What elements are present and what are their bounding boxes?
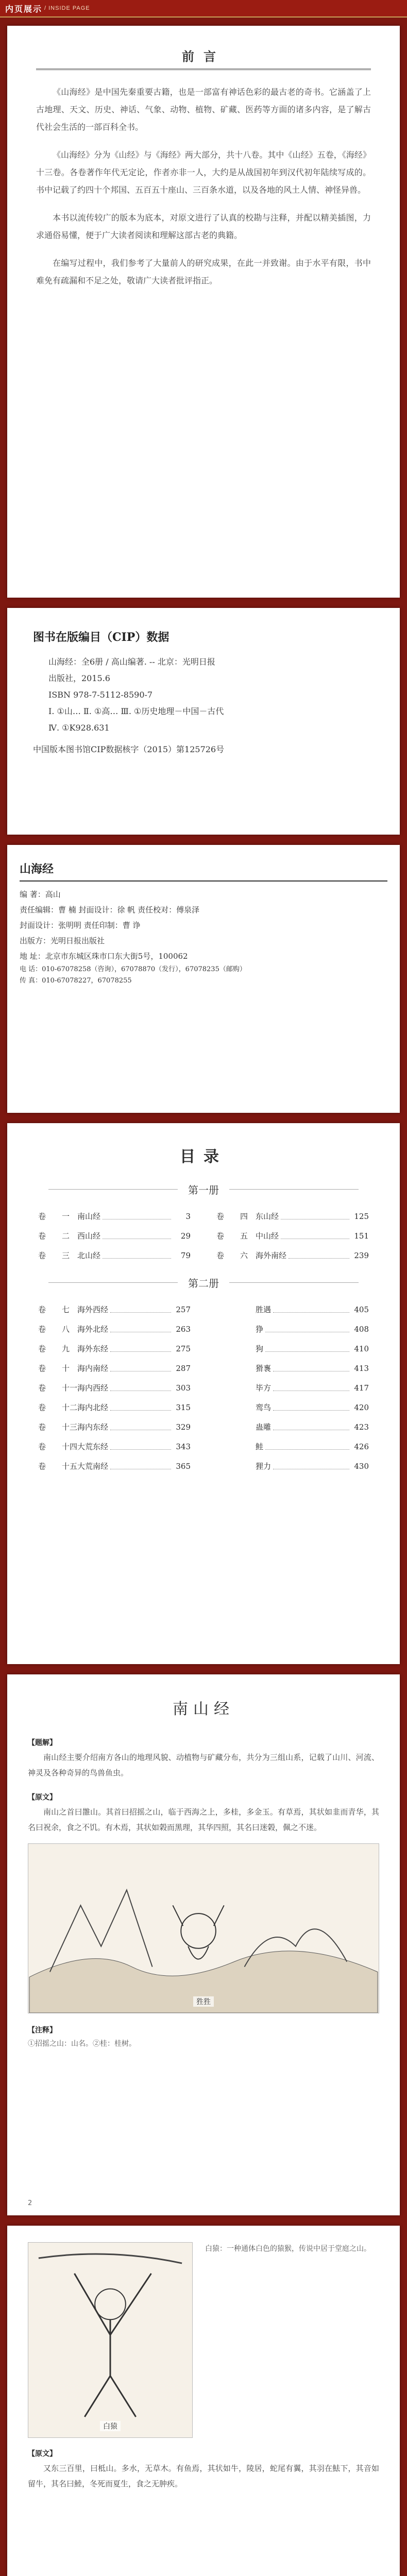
- toc-item[interactable]: [216, 1229, 369, 1243]
- toc-item[interactable]: [38, 1400, 191, 1415]
- toc-name: 海外东经: [77, 1344, 109, 1353]
- toc-num: 四: [240, 1212, 248, 1221]
- volume-title: 第一册: [38, 1182, 369, 1197]
- intro-text: 南山经主要介绍南方各山的地理风貌、动植物与矿藏分布，共分为三组山系，记载了山川、河流、神灵及各种奇异的鸟兽鱼虫。: [28, 1753, 379, 1777]
- toc-num: [240, 1302, 256, 1317]
- toc-page: 343: [176, 1442, 191, 1451]
- toc-name: 狸力: [256, 1462, 272, 1471]
- copyright-row: 传 真：010-67078227，67078255: [20, 977, 132, 985]
- cip-heading: 图书在版编目（CIP）数据: [33, 631, 169, 644]
- copyright-row: 封面设计：张明明 责任印制：曹 诤: [20, 921, 141, 930]
- toc-item[interactable]: [216, 1342, 369, 1356]
- toc-grid: [38, 1209, 369, 1263]
- toc-leader: [265, 1322, 349, 1332]
- toc-num: 一: [62, 1212, 70, 1221]
- copyright-row: 编 著：高山: [20, 890, 61, 899]
- toc-item[interactable]: [38, 1322, 191, 1336]
- illustration: [28, 2242, 193, 2438]
- note-text: 白猿：一种通体白色的猿猴，传说中居于堂庭之山。: [205, 2245, 371, 2253]
- toc-item[interactable]: [38, 1302, 191, 1317]
- toc-name: 大荒东经: [77, 1442, 109, 1451]
- toc-juan: [216, 1342, 240, 1356]
- toc-item[interactable]: [216, 1248, 369, 1263]
- toc-num: 九: [62, 1344, 70, 1353]
- toc-item[interactable]: [216, 1209, 369, 1224]
- toc-name: 海外南经: [256, 1251, 287, 1260]
- toc-juan: 卷: [38, 1231, 46, 1241]
- toc-item[interactable]: [216, 1420, 369, 1434]
- toc-item[interactable]: [38, 1439, 191, 1454]
- toc-juan: 卷: [38, 1442, 46, 1451]
- toc-num: 八: [62, 1325, 70, 1334]
- toc-page: 408: [354, 1325, 369, 1334]
- toc-num: [240, 1322, 256, 1336]
- toc-juan: [216, 1459, 240, 1473]
- toc-page: 79: [180, 1251, 191, 1260]
- cip-line: 山海经：全6册 / 高山编著. -- 北京：光明日报: [48, 657, 215, 667]
- divider: [20, 880, 387, 882]
- toc-juan: [216, 1302, 240, 1317]
- toc-juan: [216, 1439, 240, 1454]
- toc-name: 狰: [256, 1325, 264, 1334]
- toc-name: 海内西经: [77, 1383, 109, 1393]
- toc-leader: [110, 1459, 171, 1469]
- toc-num: [240, 1361, 256, 1376]
- cip-footer: 中国版本图书馆CIP数据核字（2015）第125726号: [33, 744, 225, 754]
- toc-num: 五: [240, 1231, 248, 1241]
- toc-juan: 卷: [38, 1383, 46, 1393]
- toc-name: 北山经: [77, 1251, 101, 1260]
- preface-title: 前言: [182, 49, 225, 64]
- toc-leader: [273, 1420, 349, 1430]
- section-tag: 【原文】: [28, 1793, 57, 1802]
- toc-page: 287: [176, 1364, 191, 1373]
- toc-name: 海内南经: [77, 1364, 109, 1373]
- toc-page: 365: [176, 1462, 191, 1471]
- toc-name: 大荒南经: [77, 1462, 109, 1471]
- landscape-illustration: [28, 1844, 379, 2013]
- section-tag: 【原文】: [28, 2450, 57, 2458]
- toc-name: 胜遇: [256, 1305, 272, 1314]
- toc-num: [240, 1420, 256, 1434]
- toc-page: 413: [354, 1364, 369, 1373]
- toc-leader: [103, 1209, 171, 1219]
- toc-num: [240, 1400, 256, 1415]
- toc-name: 西山经: [77, 1231, 101, 1241]
- toc-item[interactable]: [38, 1248, 191, 1263]
- toc-juan: 卷: [38, 1462, 46, 1471]
- contents-page: [7, 1123, 400, 1664]
- toc-juan: [216, 1400, 240, 1415]
- toc-page: 275: [176, 1344, 191, 1353]
- toc-item[interactable]: [216, 1381, 369, 1395]
- toc-item[interactable]: [38, 1420, 191, 1434]
- toc-item[interactable]: [38, 1459, 191, 1473]
- illustration: [28, 1843, 379, 2013]
- toc-leader: [110, 1439, 171, 1450]
- toc-leader: [273, 1381, 349, 1391]
- toc-leader: [110, 1400, 171, 1411]
- toc-leader: [281, 1209, 349, 1219]
- toc-item[interactable]: [38, 1361, 191, 1376]
- chapter-title: 南山经: [173, 1700, 234, 1718]
- toc-num: 三: [62, 1251, 70, 1260]
- toc-num: [240, 1381, 256, 1395]
- toc-leader: [103, 1229, 171, 1239]
- toc-num: 十二: [62, 1403, 78, 1412]
- copyright-row: 地 址：北京市东城区珠市口东大街5号，100062: [20, 952, 188, 961]
- toc-name: 南山经: [77, 1212, 101, 1221]
- toc-name: 毕方: [256, 1383, 272, 1393]
- preface-paragraph: 《山海经》分为《山经》与《海经》两大部分，共十八卷。其中《山经》五卷，《海经》十三卷。各卷著作年代无定论，作者亦非一人，大约是从战国初年到汉代初年陆续写成的。书中记载了约四十个邦国、五百五十座山、三百条水道，以及各地的风土人情、神怪异兽。: [36, 150, 371, 195]
- toc-page: 29: [180, 1231, 191, 1241]
- toc-juan: [216, 1381, 240, 1395]
- toc-item[interactable]: [216, 1302, 369, 1317]
- banner-subtitle: / INSIDE PAGE: [44, 5, 90, 11]
- text-page-2: [7, 2226, 400, 2576]
- toc-leader: [110, 1342, 171, 1352]
- toc-name: 海外北经: [77, 1325, 109, 1334]
- toc-page: 303: [176, 1383, 191, 1393]
- toc-juan: 卷: [38, 1403, 46, 1412]
- cip-line: ISBN 978-7-5112-8590-7: [48, 690, 153, 700]
- toc-juan: 卷: [38, 1251, 46, 1260]
- toc-num: [240, 1439, 256, 1454]
- toc-leader: [273, 1361, 349, 1371]
- toc-juan: 卷: [38, 1422, 46, 1432]
- toc-leader: [110, 1302, 171, 1313]
- toc-name: 蛊雕: [256, 1422, 272, 1432]
- toc-item[interactable]: [216, 1459, 369, 1473]
- toc-item[interactable]: [216, 1439, 369, 1454]
- preface-page: [7, 26, 400, 598]
- toc-name: 海内北经: [77, 1403, 109, 1412]
- toc-num: [240, 1342, 256, 1356]
- toc-page: 257: [176, 1305, 191, 1314]
- toc-leader: [110, 1322, 171, 1332]
- illus-row: [28, 2242, 379, 2438]
- top-banner: [0, 0, 407, 18]
- toc-leader: [103, 1248, 171, 1259]
- toc-juan: [216, 1361, 240, 1376]
- toc-page: 3: [185, 1212, 191, 1221]
- toc-item[interactable]: [216, 1400, 369, 1415]
- original-text: 南山之首曰䧿山。其首曰招摇之山，临于西海之上，多桂，多金玉。有草焉，其状如韭而青华，其名曰祝余，食之不饥。有木焉，其状如榖而黑理，其华四照，其名曰迷榖，佩之不迷。: [28, 1807, 379, 1832]
- toc-num: 七: [62, 1305, 70, 1314]
- volume-title: 第二册: [38, 1275, 369, 1290]
- section-tag: 【注释】: [28, 2026, 57, 2035]
- toc-name: 东山经: [256, 1212, 279, 1221]
- illustration-caption: 狌狌: [193, 1996, 214, 2007]
- contents-title: 目录: [180, 1148, 227, 1166]
- toc-page: 239: [354, 1251, 369, 1260]
- toc-name: 海内东经: [77, 1422, 109, 1432]
- toc-juan: [216, 1420, 240, 1434]
- toc-grid: [38, 1302, 369, 1473]
- toc-item[interactable]: [216, 1322, 369, 1336]
- toc-name: 狗: [256, 1344, 264, 1353]
- title-rule: [36, 69, 371, 70]
- toc-page: 423: [354, 1422, 369, 1432]
- toc-leader: [265, 1439, 349, 1450]
- cip-page: [7, 608, 400, 835]
- toc-leader: [110, 1420, 171, 1430]
- toc-juan: 卷: [38, 1364, 46, 1373]
- copyright-page: [7, 845, 400, 1113]
- copyright-title: 山海经: [20, 862, 54, 876]
- page-number: 2: [28, 2199, 32, 2207]
- toc-page: 125: [354, 1212, 369, 1221]
- preface-paragraph: 《山海经》是中国先秦重要古籍，也是一部富有神话色彩的最古老的奇书。它涵盖了上古地理、天文、历史、神话、气象、动物、植物、矿藏、医药等方面的诸多内容，是了解古代社会生活的一部百科全书。: [36, 87, 371, 132]
- toc-leader: [273, 1459, 349, 1469]
- toc-leader: [110, 1381, 171, 1391]
- toc-juan: 卷: [38, 1305, 46, 1314]
- toc-name: 海外西经: [77, 1305, 109, 1314]
- copyright-row: 出版方：光明日报出版社: [20, 936, 105, 945]
- toc-leader: [273, 1400, 349, 1411]
- illustration-caption: 白猿: [100, 2421, 121, 2431]
- toc-leader: [265, 1342, 349, 1352]
- toc-juan: 卷: [38, 1344, 46, 1353]
- toc-juan: 卷: [38, 1212, 46, 1221]
- toc-leader: [281, 1229, 349, 1239]
- toc-num: 二: [62, 1231, 70, 1241]
- toc-item[interactable]: [38, 1381, 191, 1395]
- toc-page: 405: [354, 1305, 369, 1314]
- toc-num: 十一: [62, 1383, 78, 1393]
- volume-2: [38, 1275, 369, 1473]
- side-note: [205, 2242, 379, 2438]
- preface-paragraph: 在编写过程中，我们参考了大量前人的研究成果，在此一并致谢。由于水平有限，书中难免有疏漏和不足之处，敬请广大读者批评指正。: [36, 258, 371, 285]
- toc-item[interactable]: [38, 1209, 191, 1224]
- toc-page: 263: [176, 1325, 191, 1334]
- toc-juan: 卷: [216, 1231, 225, 1241]
- toc-num: 十五: [62, 1462, 78, 1471]
- toc-leader: [273, 1302, 349, 1313]
- toc-num: 十: [62, 1364, 70, 1373]
- toc-name: 鸾鸟: [256, 1403, 272, 1412]
- note-text: ①招摇之山：山名。②桂：桂树。: [28, 2040, 136, 2048]
- volume-1: [38, 1182, 369, 1263]
- banner-title: 内页展示: [5, 4, 43, 14]
- copyright-row: 电 话：010-67078258（咨询），67078870（发行），67078235（邮购）: [20, 965, 246, 973]
- toc-page: 151: [354, 1231, 369, 1241]
- toc-juan: 卷: [38, 1325, 46, 1334]
- toc-num: 十四: [62, 1442, 78, 1451]
- toc-page: 426: [354, 1442, 369, 1451]
- toc-leader: [289, 1248, 349, 1259]
- toc-name: 猾褢: [256, 1364, 272, 1373]
- original-text: 又东三百里，曰柢山。多水，无草木。有鱼焉，其状如牛，陵居，蛇尾有翼，其羽在魼下，其音如留牛，其名曰鯥，冬死而夏生，食之无肿疾。: [28, 2464, 379, 2488]
- toc-num: [240, 1459, 256, 1473]
- copyright-row: 责任编辑：曹 楠 封面设计：徐 帆 责任校对：傅泉泽: [20, 905, 200, 914]
- toc-name: 中山经: [256, 1231, 279, 1241]
- toc-item[interactable]: [38, 1342, 191, 1356]
- toc-page: 329: [176, 1422, 191, 1432]
- toc-num: 六: [240, 1251, 248, 1260]
- toc-num: 十三: [62, 1422, 78, 1432]
- toc-juan: 卷: [216, 1251, 225, 1260]
- toc-page: 315: [176, 1403, 191, 1412]
- text-page-1: [7, 1674, 400, 2215]
- toc-page: 417: [354, 1383, 369, 1393]
- toc-juan: 卷: [216, 1212, 225, 1221]
- toc-juan: [216, 1322, 240, 1336]
- toc-item[interactable]: [216, 1361, 369, 1376]
- preface-paragraph: 本书以流传较广的版本为底本，对原文进行了认真的校勘与注释，并配以精美插图，力求通俗易懂，便于广大读者阅读和理解这部古老的典籍。: [36, 213, 371, 240]
- toc-leader: [110, 1361, 171, 1371]
- section-tag: 【题解】: [28, 1739, 57, 1747]
- cip-line: Ⅳ. ①K928.631: [48, 723, 110, 733]
- toc-page: 410: [354, 1344, 369, 1353]
- ape-illustration: [28, 2243, 192, 2437]
- cip-line: Ⅰ. ①山… Ⅱ. ①高… Ⅲ. ①历史地理－中国－古代: [48, 706, 224, 716]
- toc-name: 鲑: [256, 1442, 264, 1451]
- toc-page: 430: [354, 1462, 369, 1471]
- toc-item[interactable]: [38, 1229, 191, 1243]
- cip-line: 出版社，2015.6: [48, 673, 110, 683]
- toc-page: 420: [354, 1403, 369, 1412]
